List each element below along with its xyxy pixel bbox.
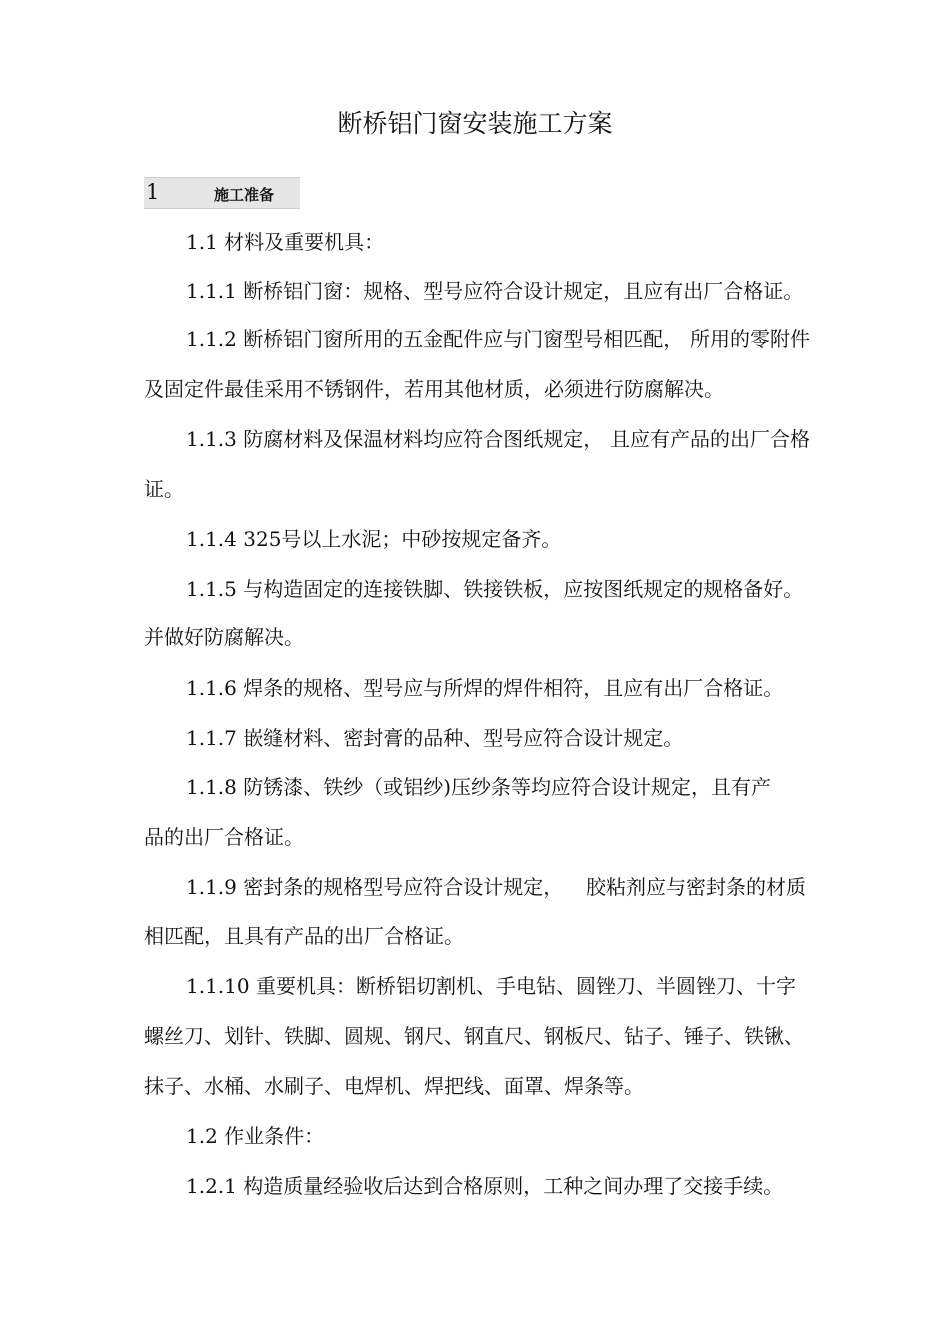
- paragraph-line: 1.1.8 防锈漆、铁纱（或铝纱)压纱条等均应符合设计规定，且有产: [186, 775, 772, 799]
- section-number: 1: [146, 180, 160, 204]
- paragraph-line: 1.2 作业条件：: [186, 1124, 325, 1148]
- paragraph-line: 1.1.9 密封条的规格型号应符合设计规定，: [186, 875, 564, 899]
- section-heading: [144, 177, 300, 209]
- paragraph-line: 抹子、水桶、水刷子、电焊机、焊把线、面罩、焊条等。: [144, 1074, 644, 1098]
- paragraph-line: 1.1.6 焊条的规格、型号应与所焊的焊件相符，且应有出厂合格证。: [186, 676, 784, 700]
- paragraph-line: 螺丝刀、划针、铁脚、圆规、钢尺、钢直尺、钢板尺、钻子、锤子、铁锹、: [144, 1024, 804, 1048]
- paragraph-line: 相匹配，且具有产品的出厂合格证。: [144, 924, 464, 948]
- paragraph-line: 1.1.3 防腐材料及保温材料均应符合图纸规定，: [186, 427, 604, 451]
- paragraph-line: 并做好防腐解决。: [144, 625, 304, 649]
- paragraph-line: 品的出厂合格证。: [144, 825, 304, 849]
- paragraph-line: 1.1.7 嵌缝材料、密封膏的品种、型号应符合设计规定。: [186, 726, 684, 750]
- paragraph-line: 1.2.1 构造质量经验收后达到合格原则，工种之间办理了交接手续。: [186, 1174, 784, 1198]
- paragraph-line: 1.1.1 断桥铝门窗：规格、型号应符合设计规定，且应有出厂合格证。: [186, 279, 804, 303]
- paragraph-line: 1.1.5 与构造固定的连接铁脚、铁接铁板，应按图纸规定的规格备好。: [186, 577, 804, 601]
- paragraph-line: 1.1 材料及重要机具：: [186, 230, 385, 254]
- document-title: 断桥铝门窗安装施工方案: [337, 109, 613, 138]
- paragraph-line: 证。: [144, 477, 184, 501]
- paragraph-line: 1.1.10 重要机具：断桥铝切割机、手电钻、圆锉刀、半圆锉刀、十字: [186, 974, 796, 998]
- overlapping-text: 且应有产品的出厂合格: [610, 427, 810, 451]
- paragraph-line: 及固定件最佳采用不锈钢件，若用其他材质，必须进行防腐解决。: [144, 377, 724, 401]
- paragraph-line: 1.1.2 断桥铝门窗所用的五金配件应与门窗型号相匹配，: [186, 327, 684, 351]
- overlapping-text: 胶粘剂应与密封条的材质: [586, 875, 806, 899]
- section-title: 施工准备: [214, 186, 275, 204]
- overlapping-text: 所用的零附件: [690, 327, 810, 351]
- paragraph-line: 1.1.4 325号以上水泥；中砂按规定备齐。: [186, 527, 562, 551]
